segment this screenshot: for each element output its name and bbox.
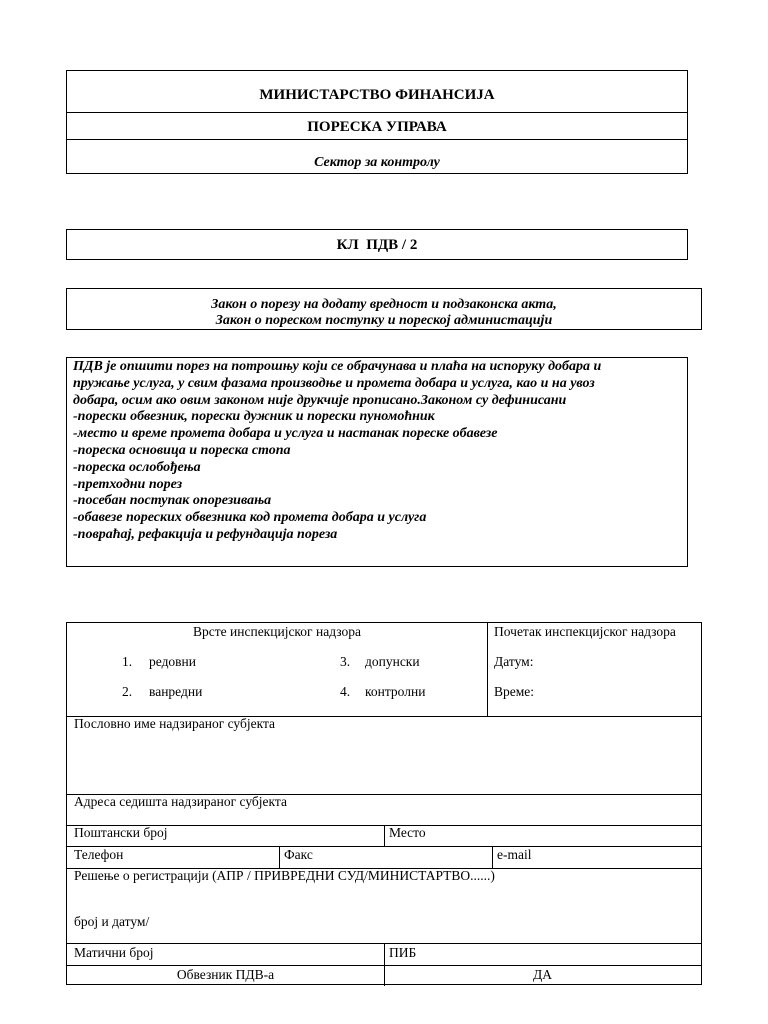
description-line: -обавезе пореских обвезника код промета добара и услуга bbox=[73, 510, 427, 526]
type-supplementary: допунски bbox=[365, 654, 420, 669]
form-code-box bbox=[66, 229, 688, 260]
description-line: пружање услуга, у свим фазама производње и промета добара и услуга, као и на увоз bbox=[73, 375, 595, 391]
registration-label: Решење о регистрацији (АПР / ПРИВРЕДНИ СУД/МИНИСТАРТВО......) bbox=[74, 868, 495, 883]
date-label: Датум: bbox=[494, 654, 534, 669]
type-number: 4. bbox=[340, 684, 351, 699]
reg-number-label: Матични број bbox=[74, 945, 154, 960]
pib-label: ПИБ bbox=[389, 945, 417, 960]
description-line: -повраћај, рефакција и рефундација пореза bbox=[73, 526, 338, 542]
vat-payer-value: ДА bbox=[533, 967, 552, 982]
type-control: контролни bbox=[365, 684, 426, 699]
col-divider bbox=[279, 846, 280, 868]
type-number: 3. bbox=[340, 654, 351, 669]
description-line: ПДВ је опшити порез на потрошњу који се обрачунава и плаћа на испоруку добара и bbox=[73, 359, 602, 374]
type-extraordinary: ванредни bbox=[149, 684, 203, 699]
ministry-title: МИНИСТАРСТВО ФИНАНСИЈА bbox=[259, 87, 495, 103]
description-line: -посебан поступак опорезивања bbox=[73, 493, 272, 509]
header-box bbox=[66, 70, 688, 174]
col-divider bbox=[384, 825, 385, 846]
agency-title: ПОРЕСКА УПРАВА bbox=[307, 119, 447, 135]
law-line: Закон о порезу на додату вредност и подзаконска акта, bbox=[211, 297, 557, 312]
description-line: -пореска ослобођења bbox=[73, 459, 201, 475]
phone-label: Телефон bbox=[74, 847, 124, 862]
postal-code-label: Поштански број bbox=[74, 825, 168, 840]
vat-payer-label: Обвезник ПДВ-а bbox=[176, 967, 275, 982]
time-label: Време: bbox=[494, 684, 535, 699]
description-line: -порески обвезник, порески дужник и порески пуномоћник bbox=[73, 409, 435, 425]
description-line: -пореска основица и пореска стопа bbox=[73, 442, 291, 458]
address-label: Адреса седишта надзираног субјекта bbox=[74, 794, 287, 809]
description-line: -претходни порез bbox=[73, 476, 183, 492]
number-date-label: број и датум/ bbox=[74, 914, 150, 929]
col-divider bbox=[492, 846, 493, 868]
col-divider bbox=[487, 623, 488, 716]
description-line: добара, осим ако овим законом није друкчије прописано.Законом су дефинисани bbox=[73, 392, 567, 408]
description-box bbox=[66, 357, 688, 567]
email-label: e-mail bbox=[497, 847, 532, 862]
divider bbox=[67, 139, 687, 140]
type-regular: редовни bbox=[149, 654, 197, 669]
divider bbox=[67, 112, 687, 113]
inspection-form-table bbox=[66, 622, 702, 985]
inspection-start-title: Почетак инспекцијског надзора bbox=[494, 624, 676, 639]
place-label: Место bbox=[389, 825, 426, 840]
fax-label: Факс bbox=[284, 847, 313, 862]
form-code: КЛ ПДВ / 2 bbox=[336, 237, 418, 253]
type-number: 2. bbox=[122, 684, 133, 699]
description-line: -место и време промета добара и услуга и настанак пореске обавезе bbox=[73, 426, 498, 442]
type-number: 1. bbox=[122, 654, 133, 669]
laws-box bbox=[66, 288, 702, 330]
row-divider bbox=[67, 846, 701, 847]
business-name-label: Пословно име надзираног субјекта bbox=[74, 716, 276, 731]
inspection-types-title: Врсте инспекцијског надзора bbox=[193, 624, 361, 639]
law-line: Закон о пореском поступку и пореској администацији bbox=[215, 313, 553, 328]
sector-title: Сектор за контролу bbox=[314, 155, 440, 170]
